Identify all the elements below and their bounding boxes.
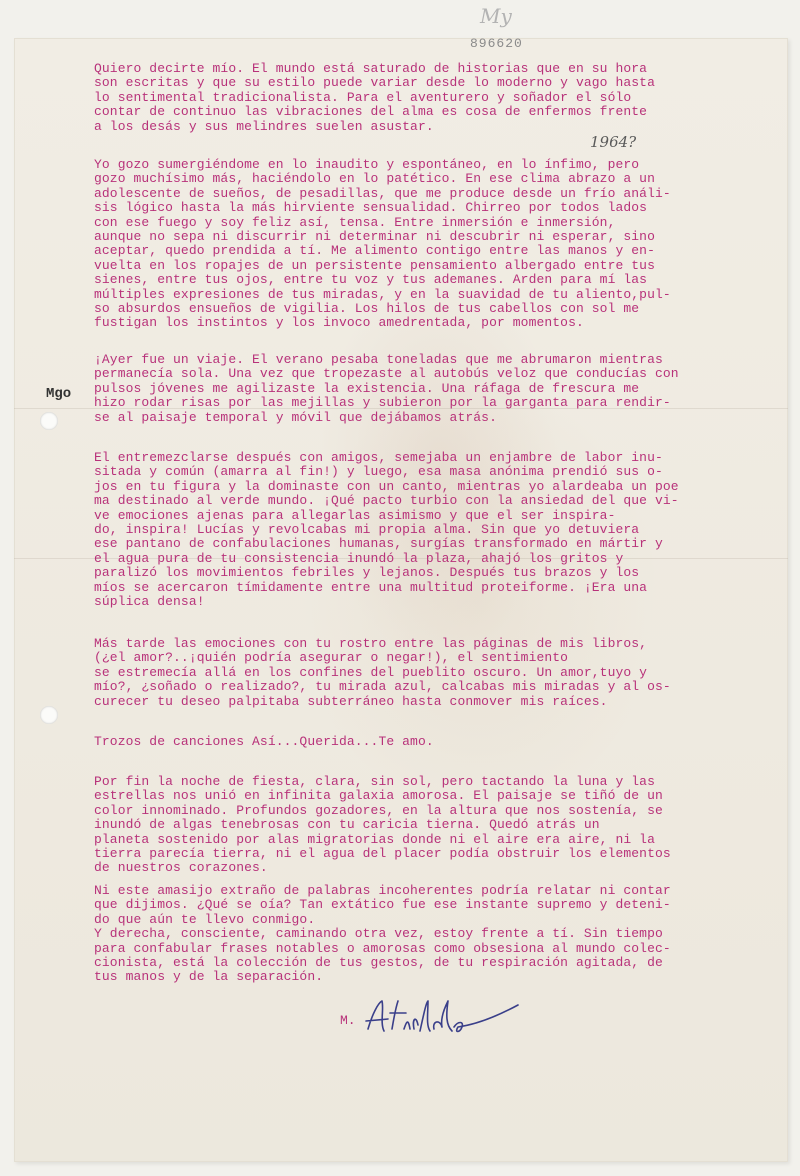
text-line: gozo muchísimo más, haciéndolo en lo patético. En ese clima abrazo a un <box>94 171 655 187</box>
text-line: curecer tu deseo palpitaba subterráneo hasta conmover mis raíces. <box>94 693 608 709</box>
text-line: lo sentimental tradicionalista. Para el aventurero y soñador el sólo <box>94 89 632 105</box>
text-line: míos se acercaron tímidamente entre una multitud proteiforme. ¡Era una <box>94 579 648 595</box>
text-line: ese pantano de confabulaciones humanas, surgías transformado en mártir y <box>94 536 663 552</box>
text-line: Quiero decirte mío. El mundo está saturado de historias que en su hora <box>94 61 648 76</box>
text-line: pulsos jóvenes me agilizaste la existencia. Una ráfaga de frescura me <box>94 380 640 396</box>
text-line: sienes, entre tus ojos, entre tu voz y tus ademanes. Arden para mí las <box>94 272 648 288</box>
archive-code: 896620 <box>470 36 523 51</box>
text-line: paralizó los movimientos febriles y lejanos. Después tus brazos y los <box>94 565 640 581</box>
text-line: ve emociones ajenas para allegarlas asimismo y que el ser inspira- <box>94 507 616 523</box>
text-line: múltiples expresiones de tus miradas, y en la suavidad de tu aliento,pul- <box>94 286 671 302</box>
paragraph-7 <box>94 775 762 876</box>
text-line: son escritas y que su estilo puede variar desde lo moderno y vago hasta <box>94 75 655 91</box>
paragraph-4 <box>94 451 762 609</box>
text-line: planeta sostenido por alas migratorias donde ni el aire era aire, ni la <box>94 831 655 847</box>
text-line: fustigan los instintos y los invoco amedrentada, por momentos. <box>94 315 584 331</box>
text-line: (¿el amor?..¡quién podría asegurar o negar!), el sentimiento <box>94 650 569 666</box>
text-line: Por fin la noche de fiesta, clara, sin sol, pero tactando la luna y las <box>94 774 655 789</box>
punch-hole <box>40 706 58 724</box>
text-line: aunque no sepa ni discurrir ni determinar ni descubrir ni esperar, sino <box>94 229 655 245</box>
text-line: Y derecha, consciente, caminando otra vez, estoy frente a tí. Sin tiempo <box>94 926 663 942</box>
paragraph-6 <box>94 735 762 749</box>
handwritten-signature <box>362 995 522 1045</box>
text-line: cionista, está la colección de tus gestos, de tu respiración agitada, de <box>94 955 663 971</box>
text-line: Yo gozo sumergiéndome en lo inaudito y espontáneo, en lo ínfimo, pero <box>94 157 640 172</box>
paragraph-3 <box>94 353 762 425</box>
text-line: se al paisaje temporal y móvil que dejábamos atrás. <box>94 409 497 425</box>
text-line: tierra parecía tierra, ni el agua del placer podía obstruir los elementos <box>94 846 671 862</box>
text-line: Más tarde las emociones con tu rostro entre las páginas de mis libros, <box>94 636 648 651</box>
text-line: ma destinado al verde mundo. ¡Qué pacto turbio con la ansiedad del que vi- <box>94 493 679 509</box>
text-line: ¡Ayer fue un viaje. El verano pesaba toneladas que me abrumaron mientras <box>94 352 663 367</box>
text-line: so absurdos ensueños de vigilia. Los hilos de tus cabellos con sol me <box>94 301 640 317</box>
text-line: mío?, ¿soñado o realizado?, tu mirada azul, calcabas mis miradas y al os- <box>94 679 671 695</box>
text-line: do que aún te llevo conmigo. <box>94 911 316 927</box>
text-line: El entremezclarse después con amigos, semejaba un enjambre de labor inu- <box>94 450 663 465</box>
text-line: súplica densa! <box>94 594 205 610</box>
text-line: Trozos de canciones Así...Querida...Te amo. <box>94 734 434 749</box>
text-line: sis lógico hasta la más hirviente sensualidad. Chirreo por todos lados <box>94 200 648 216</box>
text-line: de nuestros corazones. <box>94 860 268 876</box>
text-line: permanecía sola. Una vez que tropezaste al autobús veloz que conducías con <box>94 366 679 382</box>
paragraph-1 <box>94 62 762 134</box>
paragraph-2 <box>94 158 762 331</box>
text-line: se estremecía allá en los confines del pueblito oscuro. Un amor,tuyo y <box>94 664 648 680</box>
text-line: adolescente de sueños, de pesadillas, que me produce desde un frío análi- <box>94 185 671 201</box>
paragraph-8 <box>94 884 762 985</box>
text-line: el agua pura de tu consistencia inundó la plaza, ahajó los gritos y <box>94 550 624 566</box>
text-line: tus manos y de la separación. <box>94 969 324 985</box>
text-line: inundó de algas tenebrosas con tu caricia tierna. Quedó atrás un <box>94 817 600 833</box>
text-line: aceptar, quedo prendida a tí. Me alimento contigo entre las manos y en- <box>94 243 655 259</box>
text-line: para confabular frases notables o amorosas como obsesiona al mundo colec- <box>94 940 671 956</box>
text-line: contar de continuo las vibraciones del alma es cosa de enfermos frente <box>94 104 648 120</box>
text-line: a los desás y sus melindres suelen asustar. <box>94 118 434 134</box>
text-line: Ni este amasijo extraño de palabras incoherentes podría relatar ni contar <box>94 883 671 898</box>
text-line: vuelta en los ropajes de un persistente pensamiento albergado entre tus <box>94 257 655 273</box>
text-line: color innominado. Profundos gozadores, en la altura que nos sostenía, se <box>94 802 663 818</box>
text-line: que dijimos. ¿Qué se oía? Tan extático fue ese instante supremo y deteni- <box>94 897 671 913</box>
signature-initial: M. <box>340 1013 356 1028</box>
text-line: con ese fuego y soy feliz así, tensa. Entre inmersión e inmersión, <box>94 214 616 230</box>
punch-hole <box>40 412 58 430</box>
text-line: sitada y común (amarra al fin!) y luego, esa masa anónima prendió sus o- <box>94 464 663 480</box>
pencil-annotation: My <box>480 4 512 28</box>
text-line: do, inspira! Lucías y revolcabas mi propia alma. Sin que yo detuviera <box>94 522 640 538</box>
paragraph-5 <box>94 637 762 709</box>
date-annotation: 1964? <box>590 133 637 151</box>
text-line: estrellas nos unió en infinita galaxia amorosa. El paisaje se tiñó de un <box>94 788 663 804</box>
margin-mark: Mgo <box>46 386 72 402</box>
text-line: hizo rodar risas por las mejillas y subieron por la garganta para rendir- <box>94 395 671 411</box>
text-line: jos en tu figura y la dominaste con un canto, mientras yo alardeaba un poe <box>94 478 679 494</box>
